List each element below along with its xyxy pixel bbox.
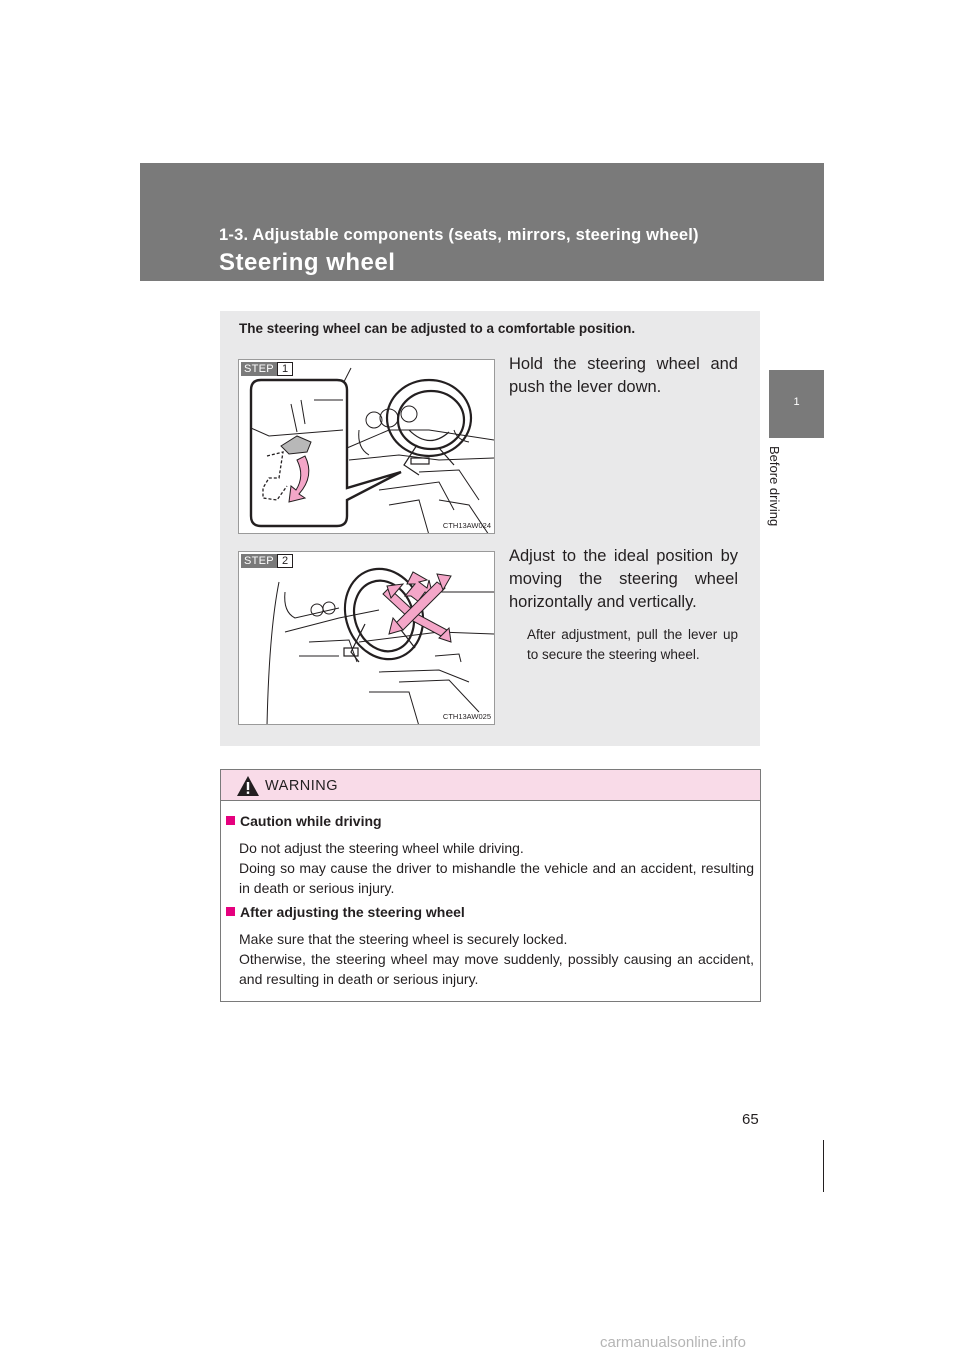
chapter-number: 1	[793, 396, 800, 408]
figure-code: CTH13AW024	[442, 521, 491, 530]
steering-adjust-illustration	[239, 552, 495, 725]
step-2-text: Adjust to the ideal position by moving the steering wheel horizontally and vertically.	[509, 547, 738, 611]
step-badge	[241, 554, 293, 568]
watermark: carmanualsonline.info	[600, 1334, 746, 1351]
figure-code: CTH13AW025	[442, 712, 491, 721]
warning-item-title	[224, 904, 465, 920]
chapter-label-text: Before driving	[767, 446, 782, 527]
square-bullet-icon	[226, 816, 235, 825]
warning-item-title-text: After adjusting the steering wheel	[240, 904, 465, 920]
page-number: 65	[742, 1111, 759, 1128]
chapter-label	[766, 446, 784, 536]
warning-header	[221, 770, 760, 801]
warning-item-title	[224, 813, 382, 829]
warning-item-title-text: Caution while driving	[240, 813, 382, 829]
step-badge	[241, 362, 293, 376]
page-title: Steering wheel	[219, 249, 396, 276]
intro-text: The steering wheel can be adjusted to a comfortable position.	[239, 321, 636, 336]
section-title: 1-3. Adjustable components (seats, mirrors, steering wheel)	[219, 226, 699, 244]
step-2-figure	[238, 551, 495, 725]
step-1-text: Hold the steering wheel and push the lever down.	[509, 355, 738, 396]
crop-mark	[823, 1140, 824, 1192]
warning-box	[220, 769, 761, 1002]
steering-lever-illustration	[239, 360, 495, 534]
step-1-figure	[238, 359, 495, 534]
step-badge-number: 2	[277, 554, 293, 568]
step-badge-word: STEP	[241, 554, 277, 568]
chapter-tab	[769, 370, 824, 438]
step-badge-word: STEP	[241, 362, 277, 376]
warning-icon	[236, 775, 260, 797]
square-bullet-icon	[226, 907, 235, 916]
warning-item-body: Make sure that the steering wheel is securely locked. Otherwise, the steering wheel may move suddenly, possibly causing an accident, and resulting in death or serious injury.	[239, 931, 754, 987]
warning-title: WARNING	[265, 778, 339, 794]
step-badge-number: 1	[277, 362, 293, 376]
warning-item-body: Do not adjust the steering wheel while driving. Doing so may cause the driver to mishandle the vehicle and an accident, resulting in death or serious injury.	[239, 840, 754, 896]
step-2-note: After adjustment, pull the lever up to secure the steering wheel.	[527, 627, 738, 662]
